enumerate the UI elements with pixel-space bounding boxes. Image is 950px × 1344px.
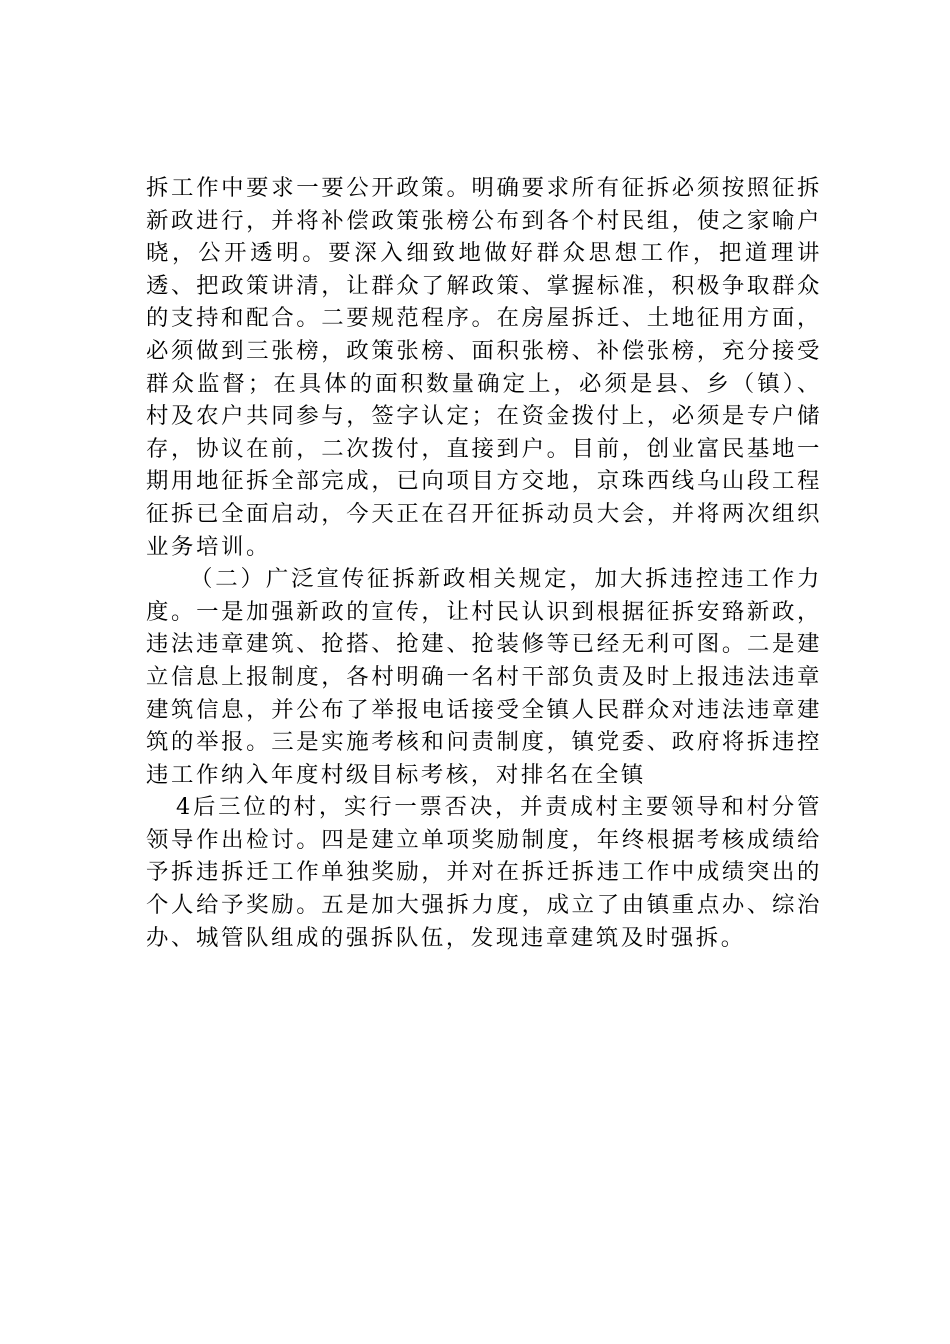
paragraph-demolition-policy: 拆工作中要求一要公开政策。明确要求所有征拆必须按照征拆新政进行，并将补偿政策张榜公布到各个村民组，使之家喻户晓，公开透明。要深入细致地做好群众思想工作，把道理讲透、把政策讲清，让群众了解政策、掌握标准，积极争取群众的支持和配合。二要规范程序。在房屋拆迁、土地征用方面，必须做到三张榜，政策张榜、面积张榜、补偿张榜，充分接受群众监督；在具体的面积数量确定上，必须是县、乡（镇）、村及农户共同参与，签字认定；在资金拨付上，必须是专户储存，协议在前，二次拨付，直接到户。目前，创业富民基地一期用地征拆全部完成，已向项目方交地，京珠西线乌山段工程征拆已全面启动，今天正在召开征拆动员大会，并将两次组织业务培训。 — [146, 175, 822, 560]
paragraph-publicity-section: （二）广泛宣传征拆新政相关规定，加大拆违控违工作力度。一是加强新政的宣传，让村民认识到根据征拆安臵新政，违法违章建筑、抢搭、抢建、抢装修等已经无利可图。二是建立信息上报制度，各村明确一名村干部负责及时上报违法违章建筑信息，并公布了举报电话接受全镇人民群众对违法违章建筑的举报。三是实施考核和问责制度，镇党委、政府将拆违控违工作纳入年度村级目标考核，对排名在全镇 — [146, 566, 822, 788]
document-body — [146, 172, 822, 954]
paragraph-rewards-enforcement: 4后三位的村，实行一票否决，并责成村主要领导和村分管领导作出检讨。四是建立单项奖励制度，年终根据考核成绩给予拆违拆迁工作单独奖励，并对在拆迁拆违工作中成绩突出的个人给予奖励。五是加大强拆力度，成立了由镇重点办、综治办、城管队组成的强拆队伍，发现违章建筑及时强拆。 — [146, 794, 822, 951]
